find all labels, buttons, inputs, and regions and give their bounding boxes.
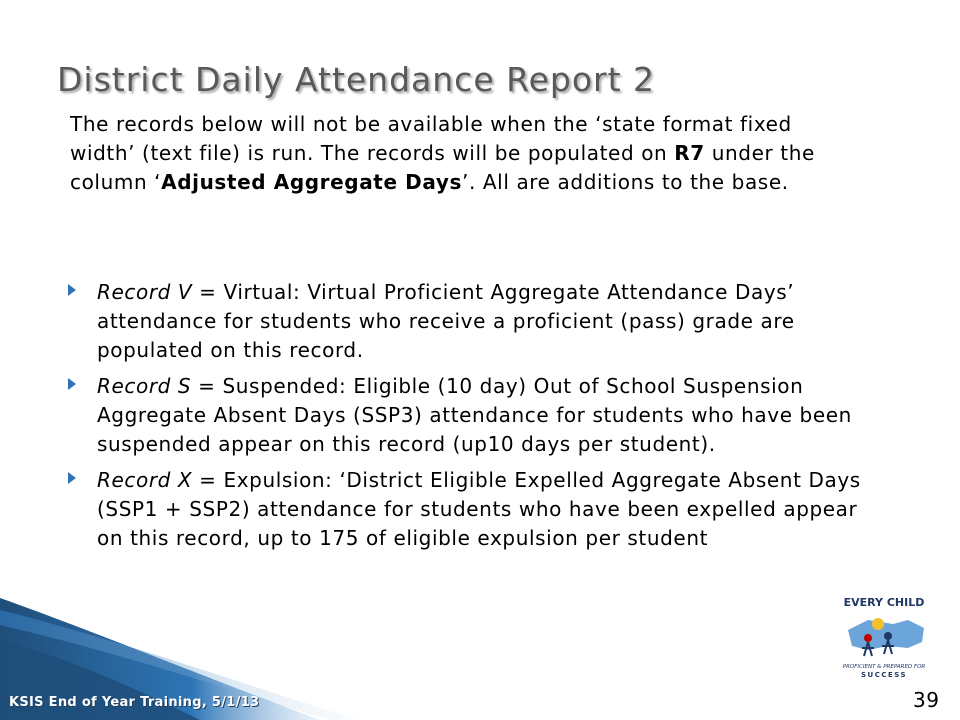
intro-paragraph — [70, 110, 840, 197]
arrow-bullet-icon — [68, 284, 76, 296]
intro-column-name: Adjusted Aggregate Days — [161, 170, 463, 194]
intro-r7: R7 — [674, 141, 705, 165]
footer-text: KSIS End of Year Training, 5/1/13 — [9, 695, 260, 710]
bullet-label: Record X — [97, 468, 193, 492]
svg-text:PROFICIENT & PREPARED FOR: PROFICIENT & PREPARED FOR — [842, 664, 926, 670]
intro-text-2: under the column ‘ — [70, 141, 815, 194]
svg-text:SUCCESS: SUCCESS — [860, 671, 908, 679]
bullet-label: Record V — [97, 280, 193, 304]
bullet-text: = Virtual: Virtual Proficient Aggregate Attendance Days’ attendance for students who receive a proficient (pass) grade are populated on this record. — [97, 280, 795, 362]
every-child-logo — [838, 590, 930, 690]
svg-text:EVERY CHILD: EVERY CHILD — [843, 596, 925, 609]
slide-title: District Daily Attendance Report 2 — [57, 60, 655, 99]
intro-text-1: The records below will not be available when the ‘state format fixed width’ (text file) is run. The records will be populated on — [70, 112, 792, 165]
bullet-record-x — [66, 466, 866, 553]
arrow-bullet-icon — [68, 472, 76, 484]
page-number: 39 — [913, 688, 940, 712]
arrow-bullet-icon — [68, 378, 76, 390]
bullet-record-s — [66, 372, 866, 459]
bullet-label: Record S — [97, 374, 192, 398]
bullet-text: = Suspended: Eligible (10 day) Out of School Suspension Aggregate Absent Days (SSP3) attendance for students who have been suspended appear on this record (up10 days per student). — [97, 374, 852, 456]
intro-text-3: ’. All are additions to the base. — [462, 170, 789, 194]
bullet-text: = Expulsion: ‘District Eligible Expelled Aggregate Absent Days (SSP1 + SSP2) attendance for students who have been expelled appear on this record, up to 175 of eligible expulsion per student — [97, 468, 861, 550]
record-bullet-list — [66, 278, 866, 560]
bullet-record-v — [66, 278, 866, 365]
